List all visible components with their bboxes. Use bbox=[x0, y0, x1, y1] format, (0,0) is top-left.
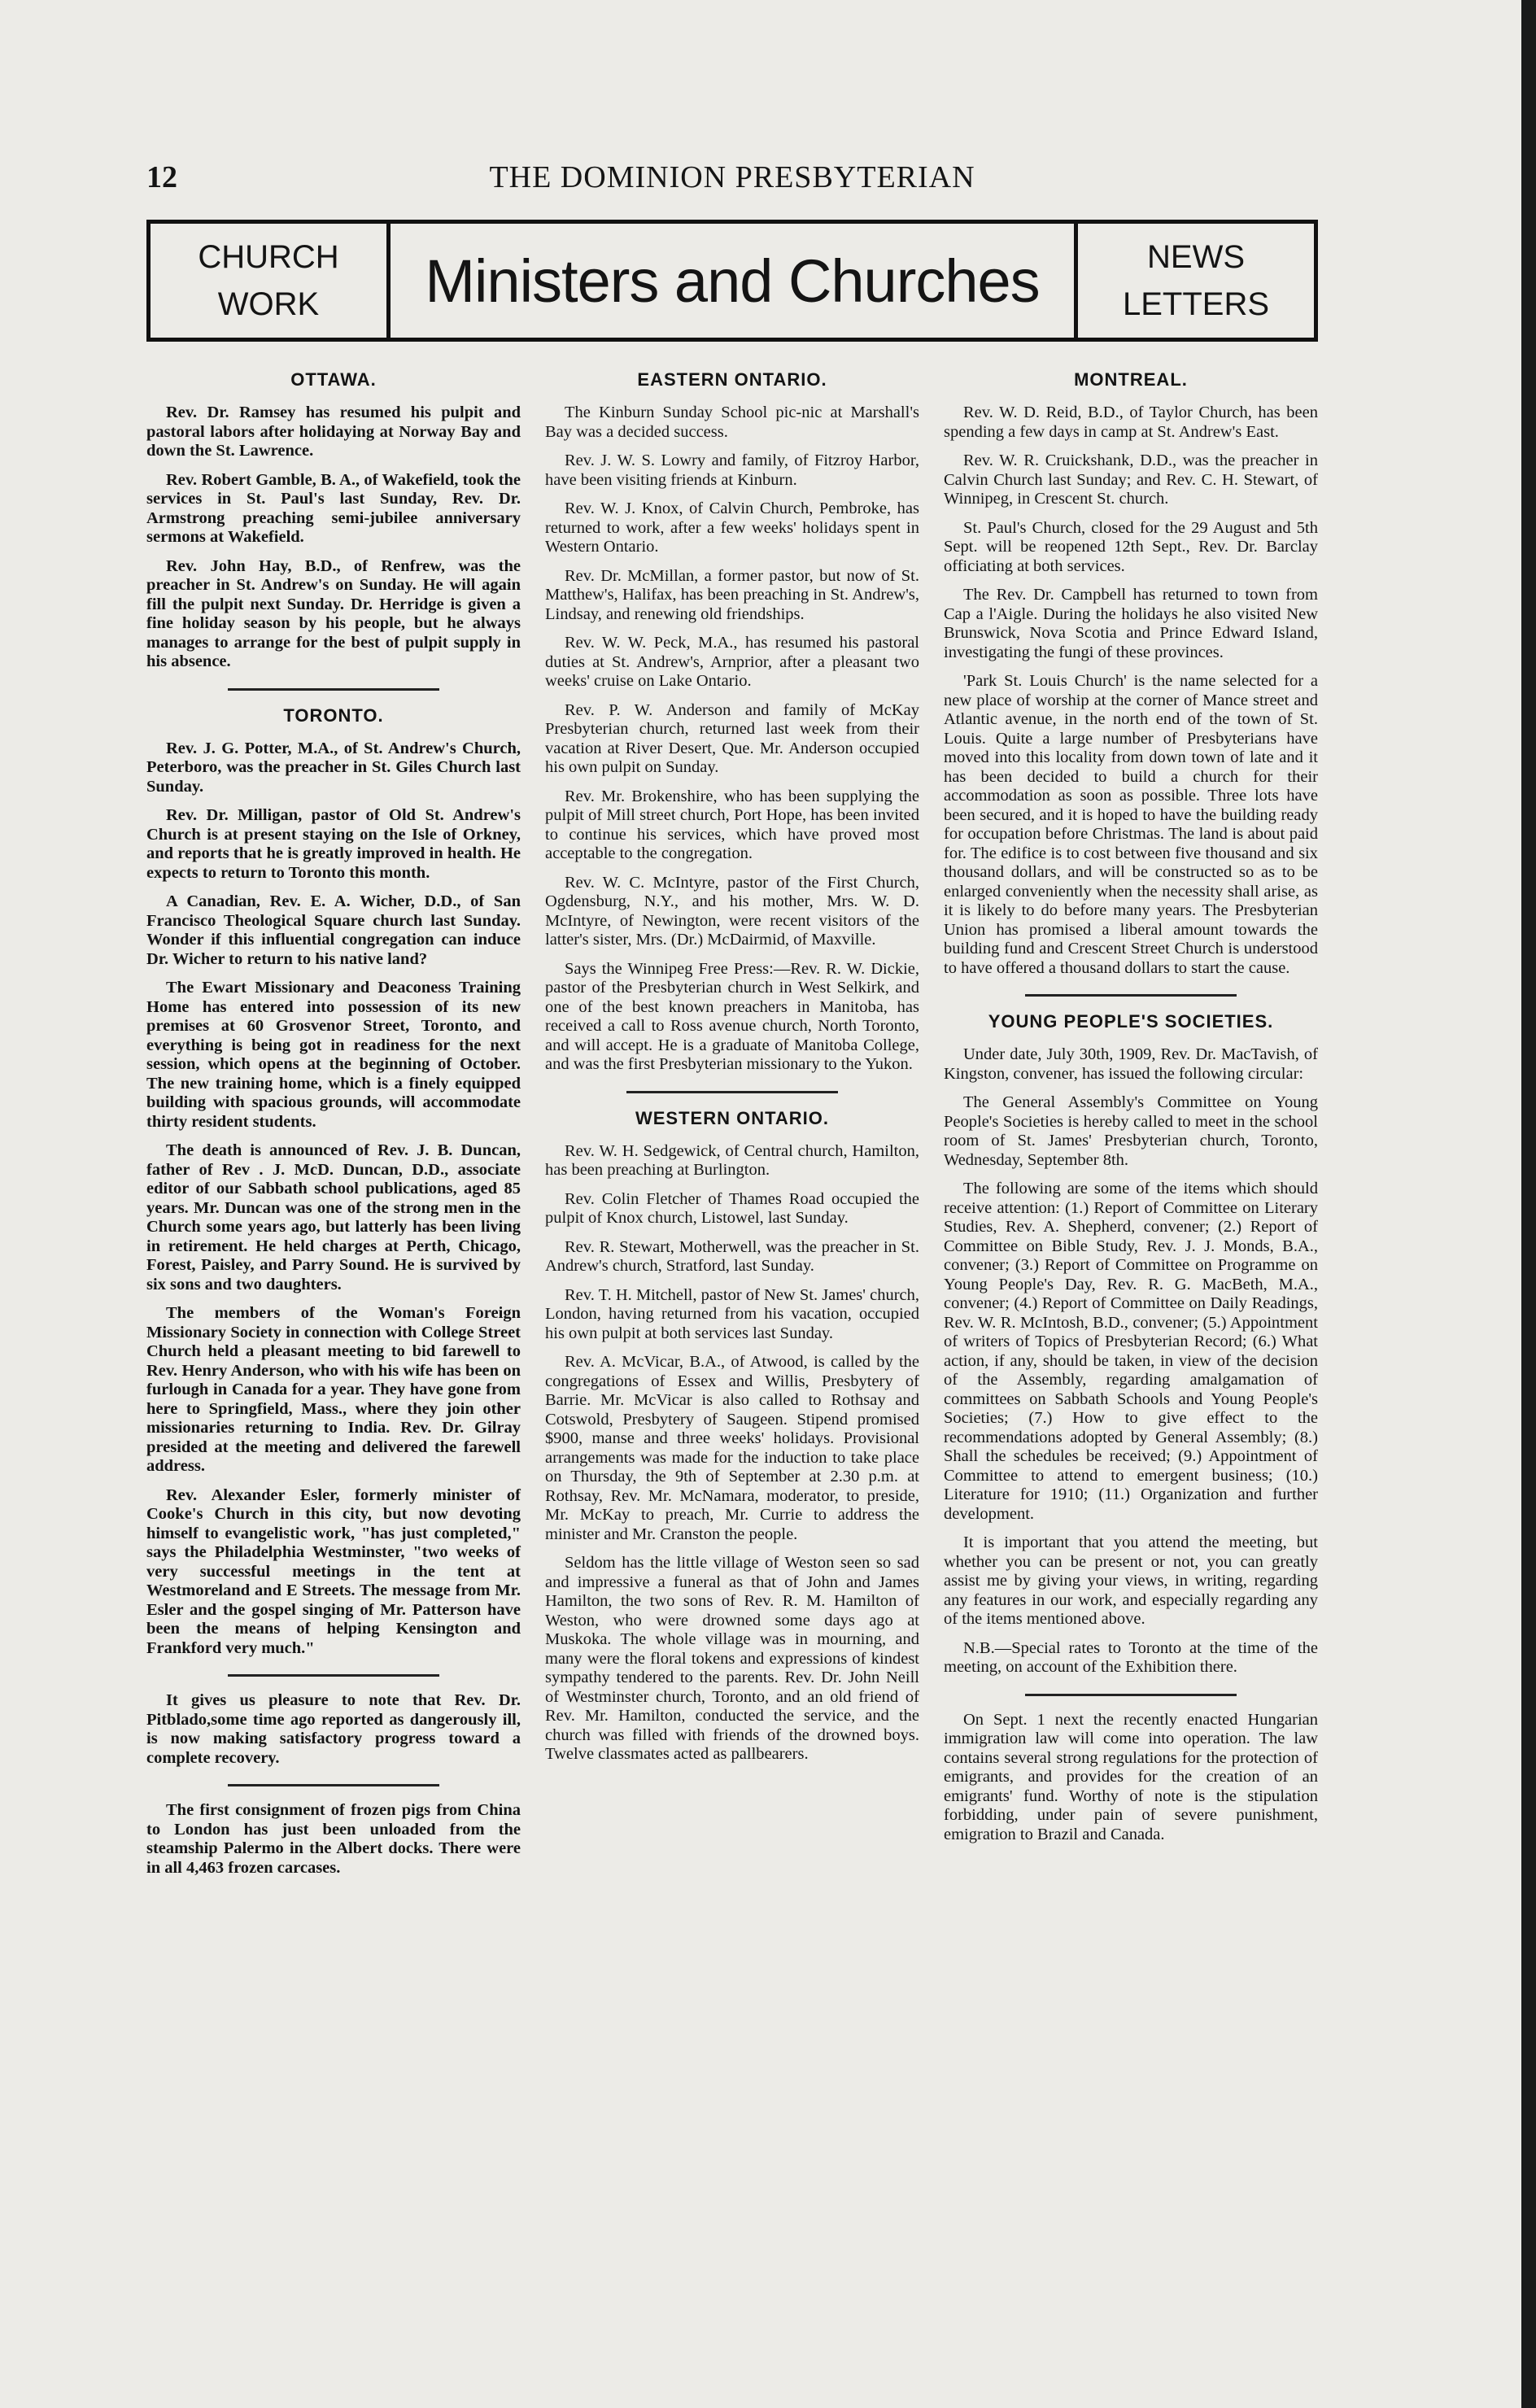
paragraph: The Ewart Missionary and Deaconess Training Home has entered into possession of its new premises at 60 Grosvenor Street, Toronto, and everything is being got in readiness for the next session, which opens at the beginning of October. The new training home, which is a finely equipped building with spacious grounds, will accommodate thirty resident students. bbox=[146, 979, 521, 1131]
banner-left-line2: WORK bbox=[217, 286, 320, 322]
paragraph: Rev. Alexander Esler, formerly minister of Cooke's Church in this city, but now devoting himself to evangelistic work, "has just completed," says the Philadelphia Westminster, "two weeks of very successful meetings in the tent at Westmoreland and E Streets. The message from Mr. Esler and the gospel singing of Mr. Patterson have been the means of helping Kensington and Frankford very much." bbox=[146, 1485, 521, 1657]
paragraph: The first consignment of frozen pigs from China to London has just been unloaded from the steamship Palermo in the Albert docks. There were in all 4,463 frozen carcases. bbox=[146, 1801, 521, 1877]
paragraph: Rev. W. J. Knox, of Calvin Church, Pembroke, has returned to work, after a few weeks' holidays spent in Western Ontario. bbox=[545, 499, 919, 556]
paragraph: Rev. Mr. Brokenshire, who has been supplying the pulpit of Mill street church, Port Hope, has been invited to continue his services, which have proved most acceptable to the congregation. bbox=[545, 787, 919, 862]
paragraph: The members of the Woman's Foreign Missionary Society in connection with College Street Church held a pleasant meeting to bid farewell to Rev. Henry Anderson, who with his wife has been on furlough in Canada for a year. They have gone from here to Springfield, Mass., where they join other missionaries returning to India. Rev. Dr. Gilray presided at the meeting and delivered the farewell address. bbox=[146, 1304, 521, 1475]
paragraph: Rev. P. W. Anderson and family of McKay Presbyterian church, returned last week from their vacation at River Desert, Que. Mr. Anderson occupied his own pulpit on Sunday. bbox=[545, 700, 919, 776]
paragraph: Rev. W. C. McIntyre, pastor of the First Church, Ogdensburg, N.Y., and his mother, Mrs. W. D. McIntyre, of Newington, were recent visitors of the latter's sister, Mrs. (Dr.) McDairmid, of Maxville. bbox=[545, 873, 919, 949]
journal-title: THE DOMINION PRESBYTERIAN bbox=[489, 160, 975, 194]
paragraph: Under date, July 30th, 1909, Rev. Dr. MacTavish, of Kingston, convener, has issued the following circular: bbox=[944, 1045, 1318, 1083]
article-columns bbox=[146, 358, 1318, 2253]
paragraph: Rev. Dr. Milligan, pastor of Old St. Andrew's Church is at present staying on the Isle of Orkney, and reports that he is greatly improved in health. He expects to return to Toronto this month. bbox=[146, 806, 521, 882]
section-heading-eastern-ontario: EASTERN ONTARIO. bbox=[637, 369, 827, 390]
divider bbox=[1025, 994, 1237, 997]
paragraph: Rev. R. Stewart, Motherwell, was the preacher in St. Andrew's church, Stratford, last Sunday. bbox=[545, 1237, 919, 1275]
banner-title: Ministers and Churches bbox=[425, 246, 1040, 315]
paragraph: Seldom has the little village of Weston seen so sad and impressive a funeral as that of John and James Hamilton, the two sons of Rev. R. M. Hamilton of Weston, who were drowned some days ago at Muskoka. The whole village was in mourning, and many were the floral tokens and expressions of kindest sympathy tendered to the parents. Rev. Dr. John Neill of Westminster church, Toronto, and an old friend of Rev. Mr. Hamilton, conducted the service, and the church was filled with friends of the drowned boys. Twelve classmates acted as pallbearers. bbox=[545, 1554, 919, 1763]
paragraph: Rev. W. W. Peck, M.A., has resumed his pastoral duties at St. Andrew's, Arnprior, after a pleasant two weeks' cruise on Lake Ontario. bbox=[545, 634, 919, 690]
section-heading-toronto: TORONTO. bbox=[283, 705, 384, 726]
banner-right-box bbox=[1074, 224, 1314, 338]
paragraph: Rev. Dr. Ramsey has resumed his pulpit and pastoral labors after holidaying at Norway Bay and down the St. Lawrence. bbox=[146, 404, 521, 460]
section-heading-montreal: MONTREAL. bbox=[1074, 369, 1188, 390]
banner-left-box bbox=[151, 224, 391, 338]
paragraph: Rev. John Hay, B.D., of Renfrew, was the preacher in St. Andrew's on Sunday. He will again fill the pulpit next Sunday. Dr. Herridge is given a fine holiday season by his people, but he always manages to arrange for the best of pulpit supply in his absence. bbox=[146, 556, 521, 670]
section-banner bbox=[146, 220, 1318, 342]
paragraph: The following are some of the items which should receive attention: (1.) Report of Committee on Literary Studies, Rev. A. Shepherd, convener; (2.) Report of Committee on Bible Study, Rev. J. J. Monds, B.A., convener; (3.) Report of Committee on Programme on Young People's Day, Rev. R. G. MacBeth, M.A., convener; (4.) Report of Committee on Daily Readings, Rev. W. R. McIntosh, B.D., convener; (5.) Appointment of writers of Topics of Presbyterian Record; (6.) What action, if any, should be taken, in view of the decision of the Assembly, regarding amalgamation of committees on Sabbath Schools and Young People's Societies; (7.) How to give effect to the recommendations adopted by General Assembly; (8.) Shall the schedules be received; (9.) Appointment of Committee to attend to emergent business; (10.) Literature for 1910; (11.) Organization and further development. bbox=[944, 1180, 1318, 1523]
paragraph: Rev. W. D. Reid, B.D., of Taylor Church, has been spending a few days in camp at St. Andrew's East. bbox=[944, 404, 1318, 441]
paragraph: St. Paul's Church, closed for the 29 August and 5th Sept. will be reopened 12th Sept., Rev. Dr. Barclay officiating at both services. bbox=[944, 518, 1318, 575]
paragraph: On Sept. 1 next the recently enacted Hungarian immigration law will come into operation. The law contains several strong regulations for the protection of emigrants, and provides for the creation of an emigrants' fund. Worthy of note is the stipulation forbidding, under pain of severe punishment, emigration to Brazil and Canada. bbox=[944, 1710, 1318, 1843]
paragraph: Rev. J. G. Potter, M.A., of St. Andrew's Church, Peterboro, was the preacher in St. Giles Church last Sunday. bbox=[146, 739, 521, 796]
paragraph: The Kinburn Sunday School pic-nic at Marshall's Bay was a decided success. bbox=[545, 404, 919, 441]
scan-edge bbox=[1521, 0, 1536, 2408]
paragraph: The General Assembly's Committee on Young People's Societies is hereby called to meet in the school room of St. James' Presbyterian church, Toronto, Wednesday, September 8th. bbox=[944, 1093, 1318, 1169]
paragraph: The Rev. Dr. Campbell has returned to town from Cap a l'Aigle. During the holidays he also visited New Brunswick, Nova Scotia and Prince Edward Island, investigating the fungi of these provinces. bbox=[944, 586, 1318, 661]
paragraph: Says the Winnipeg Free Press:—Rev. R. W. Dickie, pastor of the Presbyterian church in West Selkirk, and one of the best known preachers in Manitoba, has received a call to Ross avenue church, North Toronto, and will accept. He is a graduate of Manitoba College, and was the first Presbyterian missionary to the Yukon. bbox=[545, 959, 919, 1073]
paragraph: It gives us pleasure to note that Rev. Dr. Pitblado,some time ago reported as dangerously ill, is now making satisfactory progress toward a complete recovery. bbox=[146, 1691, 521, 1767]
paragraph: Rev. W. R. Cruickshank, D.D., was the preacher in Calvin Church last Sunday; and Rev. C. H. Stewart, of Winnipeg, in Crescent St. church. bbox=[944, 452, 1318, 508]
divider bbox=[228, 1784, 439, 1786]
paragraph: Rev. Robert Gamble, B. A., of Wakefield, took the services in St. Paul's last Sunday, Rev. Dr. Armstrong preaching semi-jubilee anniversary sermons at Wakefield. bbox=[146, 470, 521, 546]
paragraph: Rev. J. W. S. Lowry and family, of Fitzroy Harbor, have been visiting friends at Kinburn. bbox=[545, 452, 919, 489]
banner-right-line2: LETTERS bbox=[1122, 286, 1270, 322]
section-heading-young-peoples-societies: YOUNG PEOPLE'S SOCIETIES. bbox=[988, 1011, 1274, 1032]
divider bbox=[626, 1091, 838, 1093]
paragraph: Rev. T. H. Mitchell, pastor of New St. James' church, London, having returned from his vacation, occupied his own pulpit at both services last Sunday. bbox=[545, 1285, 920, 1342]
column-3 bbox=[944, 358, 1318, 2253]
paragraph: Rev. W. H. Sedgewick, of Central church, Hamilton, has been preaching at Burlington. bbox=[545, 1141, 919, 1179]
paragraph: 'Park St. Louis Church' is the name selected for a new place of worship at the corner of Mance street and Atlantic avenue, in the north end of the town of St. Louis. Quite a large number of Presbyterians have moved into this locality from down town of late and it has been decided to build a church for their accommodation as soon as possible. Three lots have been secured, and it is hoped to have the building ready for occupation before Christmas. The land is about paid for. The edifice is to cost between five thousand and six thousand dollars, and will be constructed so as to be enlarged conveniently when the necessity shall arise, as it is likely to do before many years. The Presbyterian Union has promised a liberal amount towards the building fund and Crescent Street Church is understood to have offered a thousand dollars to start the cause. bbox=[944, 672, 1318, 977]
divider bbox=[228, 1674, 439, 1677]
column-2 bbox=[545, 358, 919, 2253]
paragraph: It is important that you attend the meeting, but whether you can be present or not, you can greatly assist me by giving your views, in writing, regarding any features in our work, and especially regarding any of the items mentioned above. bbox=[944, 1533, 1318, 1628]
section-heading-ottawa: OTTAWA. bbox=[290, 369, 377, 390]
column-1 bbox=[146, 358, 521, 2253]
section-heading-western-ontario: WESTERN ONTARIO. bbox=[635, 1107, 830, 1128]
divider bbox=[1025, 1694, 1237, 1696]
paragraph: The death is announced of Rev. J. B. Duncan, father of Rev . J. McD. Duncan, D.D., associate editor of our Sabbath school publications, aged 85 years. Mr. Duncan was one of the strong men in the Church some years ago, but latterly has been living in retirement. He held charges at Perth, Chicago, Forest, Paisley, and Parry Sound. He is survived by six sons and two daughters. bbox=[146, 1141, 521, 1293]
page-number: 12 bbox=[146, 160, 177, 194]
paragraph: Rev. Dr. McMillan, a former pastor, but now of St. Matthew's, Halifax, has been preaching in St. Andrew's, Lindsay, and renewing old friendships. bbox=[545, 566, 919, 623]
paragraph: Rev. Colin Fletcher of Thames Road occupied the pulpit of Knox church, Listowel, last Sunday. bbox=[545, 1189, 919, 1227]
paragraph: A Canadian, Rev. E. A. Wicher, D.D., of San Francisco Theological Square church last Sunday. Wonder if this influential congregation can induce Dr. Wicher to return to his native land? bbox=[146, 892, 521, 968]
page-header bbox=[146, 159, 1318, 200]
divider bbox=[228, 688, 439, 691]
paragraph: N.B.—Special rates to Toronto at the time of the meeting, on account of the Exhibition there. bbox=[944, 1638, 1318, 1676]
banner-left-line1: CHURCH bbox=[198, 239, 339, 275]
banner-right-line1: NEWS bbox=[1147, 239, 1245, 275]
paragraph: Rev. A. McVicar, B.A., of Atwood, is called by the congregations of Essex and Willis, Presbytery of Barrie. Mr. McVicar is also called to Rothsay and Cotswold, Presbytery of Saugeen. Stipend promised $900, manse and three weeks' holidays. Provisional arrangements was made for the induction to take place on Thursday, the 9th of September at 2.30 p.m. at Rothsay, Rev. Mr. McNamara, moderator, to preside, Mr. McKay to preach, Mr. Currie to address the minister and Mr. Cranston the people. bbox=[545, 1353, 919, 1543]
